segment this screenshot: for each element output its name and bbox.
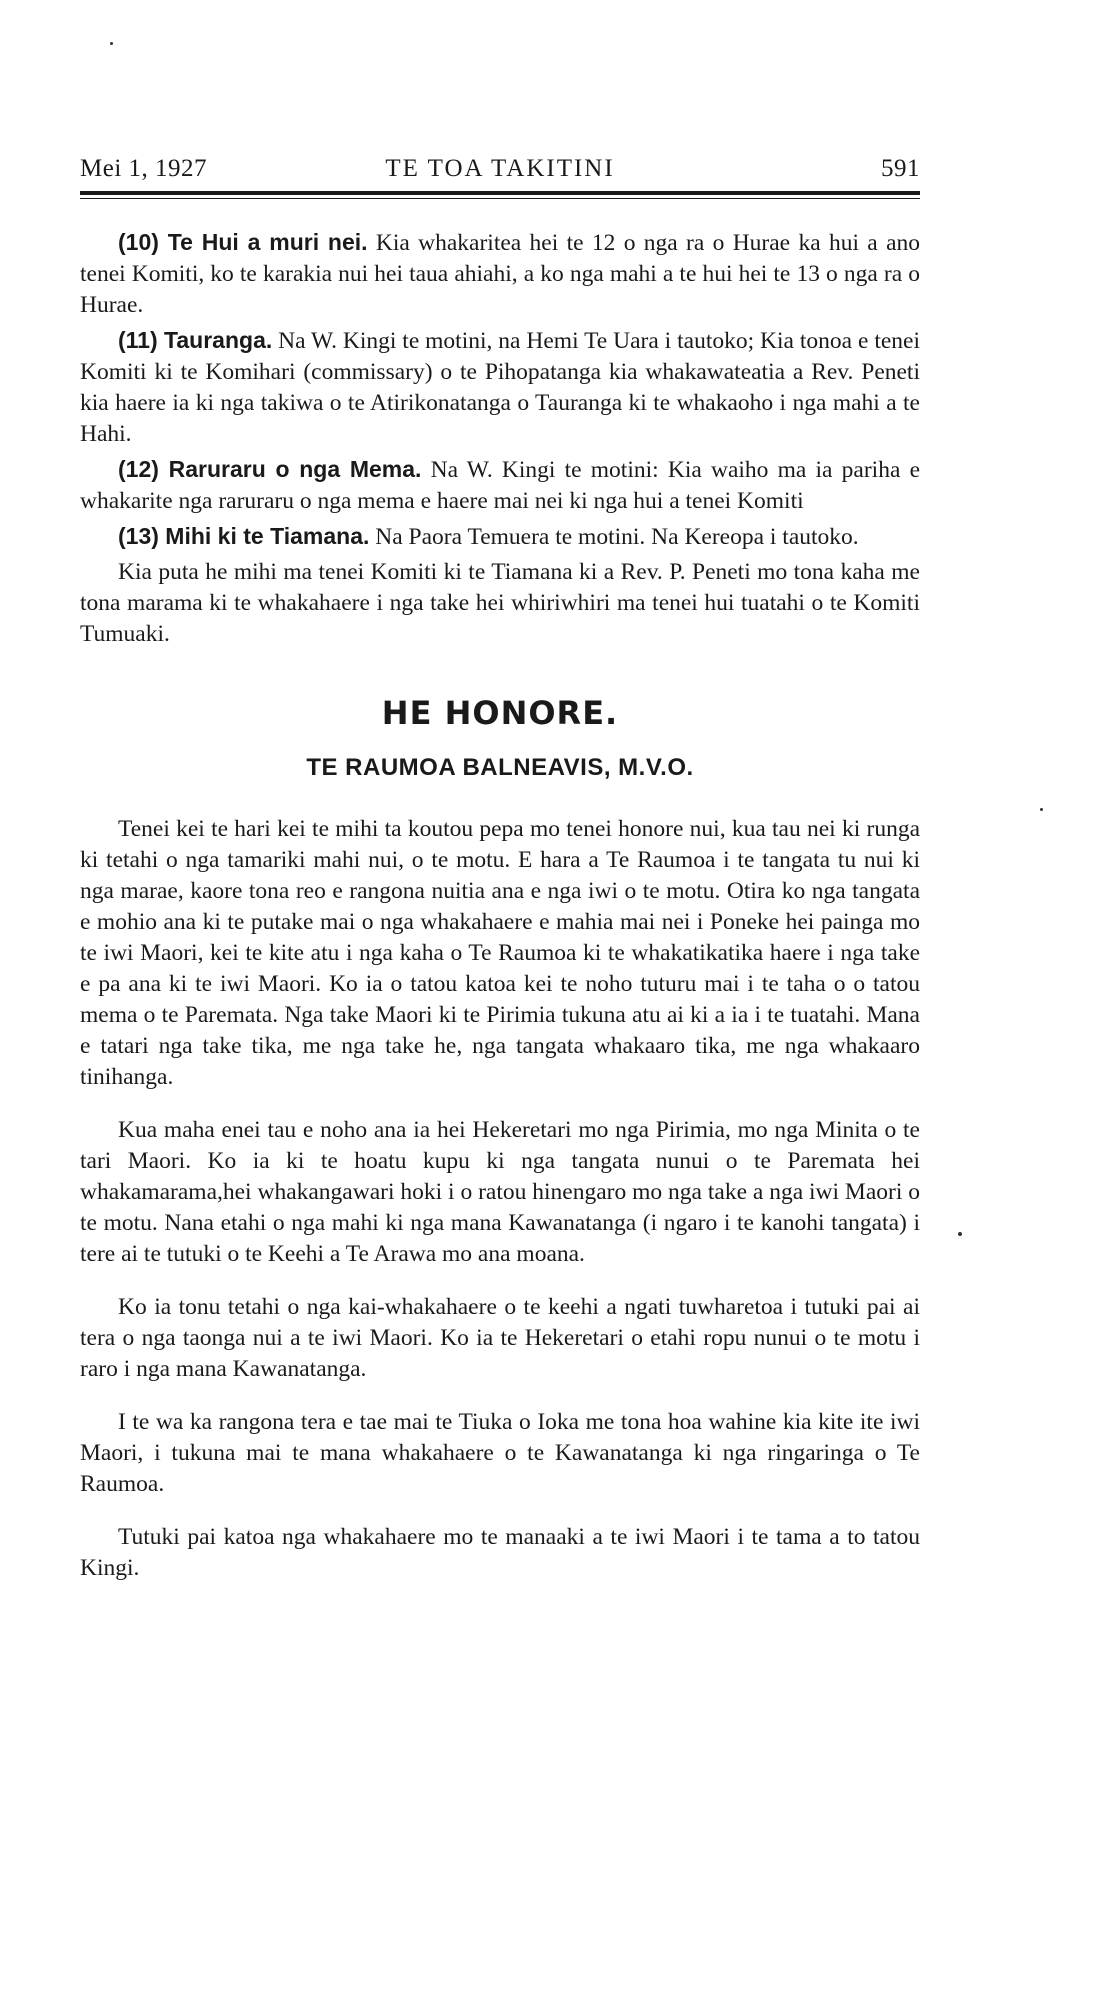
- scan-speck: [958, 1232, 962, 1236]
- publication-title: TE TOA TAKITINI: [385, 155, 615, 182]
- section-10: [80, 227, 920, 321]
- article-paragraph: Tutuki pai katoa nga whakahaere mo te manaaki a te iwi Maori i te tama a to tatou Kingi.: [80, 1524, 920, 1581]
- article-title: HE HONORE.: [381, 694, 619, 732]
- newspaper-page: [80, 155, 920, 1584]
- article-subtitle: TE RAUMOA BALNEAVIS, M.V.O.: [306, 754, 694, 781]
- article-paragraph: Ko ia tonu tetahi o nga kai-whakahaere o te keehi a ngati tuwharetoa i tutuki pai ai tera o nga taonga nui a te iwi Maori. Ko ia te Hekeretari o etahi ropu nunui o te motu i raro i nga mana Kawanatanga.: [80, 1294, 920, 1382]
- issue-date: Mei 1, 1927: [80, 155, 208, 182]
- section-12-text: Na W. Kingi te motini: Kia waiho ma ia pariha e whakarite nga raruraru o nga mema e haere mai nei ki nga hui a tenei Komiti: [80, 457, 921, 514]
- section-11: [80, 325, 920, 450]
- section-11-heading: (11) Tauranga.: [118, 327, 273, 353]
- article-paragraph: Kua maha enei tau e noho ana ia hei Hekeretari mo nga Pirimia, mo nga Minita o te tari Maori. Ko ia ki te hoatu kupu ki nga tangata nunui o te Paremata hei whakamarama,hei whakangawari hoki i o ratou hinengaro mo nga take a nga iwi Maori o te motu. Nana etahi o nga mahi ki nga mana Kawanatanga (i ngaro i te kanohi tangata) i tere ai te tutuki o te Keehi a Te Arawa mo ana moana.: [80, 1117, 920, 1267]
- section-12-heading: (12) Raruraru o nga Mema.: [118, 456, 422, 482]
- article-paragraph: I te wa ka rangona tera e tae mai te Tiuka o Ioka me tona hoa wahine kia kite ite iwi Maori, i tukuna mai te mana whakahaere o te Kawanatanga ki nga ringaringa o Te Raumoa.: [80, 1409, 920, 1497]
- running-header: [80, 155, 920, 189]
- section-12: [80, 454, 920, 517]
- section-13-text: Na Paora Temuera te motini. Na Kereopa i tautoko.: [375, 524, 859, 550]
- section-11-text: Na W. Kingi te motini, na Hemi Te Uara i tautoko; Kia tonoa e tenei Komiti ki te Komihari (commissary) o te Pihopatanga kia whakawateatia a Rev. Peneti kia haere ia ki nga takiwa o te Atirikonatanga o Tauranga ki te whakaoho i nga mahi a te Hahi.: [80, 328, 920, 447]
- header-rule-thick: [80, 191, 920, 195]
- section-13-heading: (13) Mihi ki te Tiamana.: [118, 523, 370, 549]
- header-rule-thin: [80, 198, 920, 199]
- section-13: [80, 521, 920, 553]
- section-13-continuation: Kia puta he mihi ma tenei Komiti ki te Tiamana ki a Rev. P. Peneti mo tona kaha me tona marama ki te whakahaere i nga take hei whiriwhiri ma tenei hui tuatahi o te Komiti Tumuaki.: [80, 559, 920, 647]
- section-10-text: Kia whakaritea hei te 12 o nga ra o Hurae ka hui a ano tenei Komiti, ko te karakia nui hei taua ahiahi, a ko nga mahi a te hui hei te 13 o nga ra o Hurae.: [80, 230, 920, 318]
- page-number: 591: [881, 155, 920, 182]
- section-10-heading: (10) Te Hui a muri nei.: [118, 229, 368, 255]
- scan-speck: [1040, 808, 1043, 811]
- article-paragraph: Tenei kei te hari kei te mihi ta koutou pepa mo tenei honore nui, kua tau nei ki runga ki tetahi o nga tamariki mahi nui, o te motu. E hara a Te Raumoa i te tangata tu nui ki nga marae, kaore tona reo e rangona nuitia ana e nga iwi o te motu. Otira ko nga tangata e mohio ana ki te putake mai o nga whakahaere e mahia mai nei i Poneke hei painga mo te iwi Maori, kei te kite atu i nga kaha o Te Raumoa ki te whakatikatika haere i nga take e pa ana ki te iwi Maori. Ko ia o tatou katoa kei te noho tuturu mai i te taha o o tatou mema o te Paremata. Nga take Maori ki te Pirimia tukuna atu ai ki a ia i te tuatahi. Mana e tatari nga take tika, me nga take he, nga tangata whakaaro tika, me nga whakaaro tinihanga.: [80, 816, 920, 1090]
- scan-speck: [110, 42, 113, 45]
